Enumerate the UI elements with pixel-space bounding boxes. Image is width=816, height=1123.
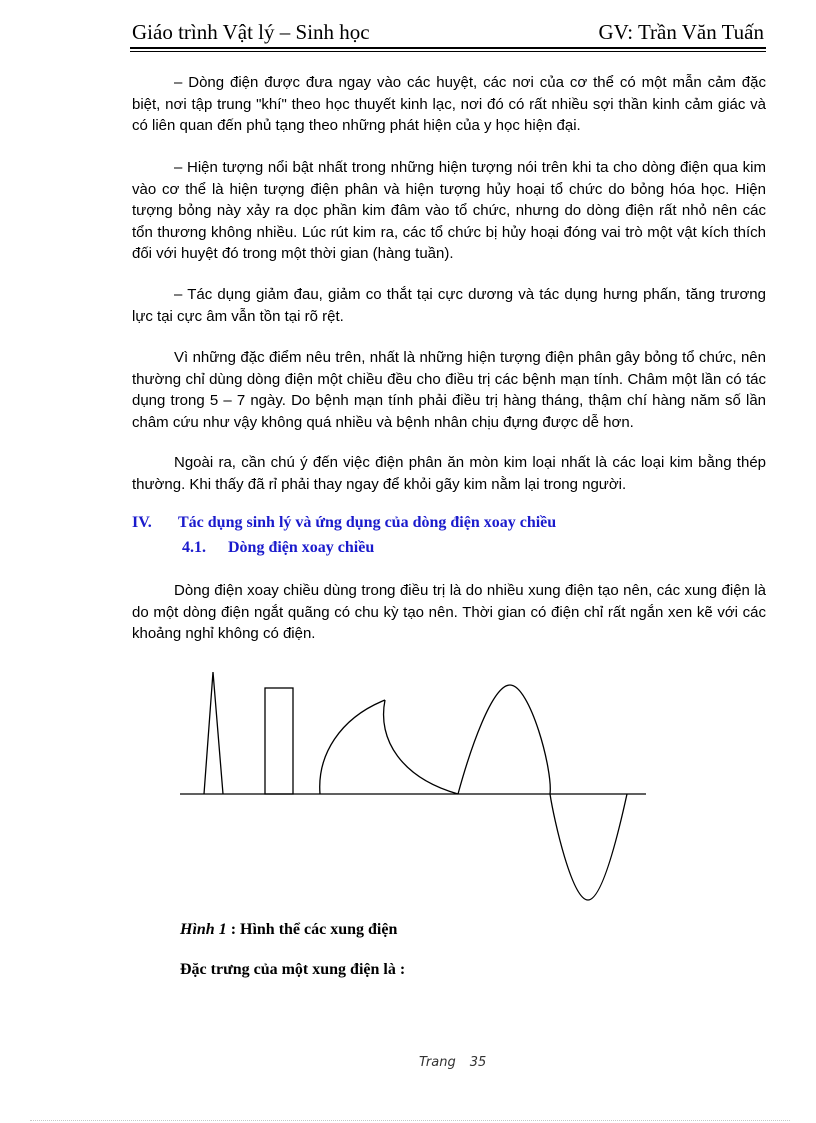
paragraph-after-heading: Dòng điện xoay chiều dùng trong điều trị là do nhiều xung điện tạo nên, các xung điện là do một dòng điện ngắt quãng có chu kỳ tạo nên. Thời gian có điện chỉ rất ngắn xen kẽ với các khoảng nghỉ không có điện. <box>132 582 766 642</box>
exponential-decay-pulse <box>384 700 458 794</box>
subsection-number: 4.1. <box>182 539 206 556</box>
subsection-title: Dòng điện xoay chiều <box>228 539 375 556</box>
header-rule-thick <box>130 47 766 49</box>
triangle-pulse <box>204 672 223 794</box>
section-title: Tác dụng sinh lý và ứng dụng của dòng điện xoay chiều <box>178 514 557 531</box>
figure-caption <box>180 921 397 939</box>
paragraph-4: Vì những đặc điểm nêu trên, nhất là những hiện tượng điện phân gây bỏng tổ chức, nên thường chỉ dùng dòng điện một chiều đều cho điều trị các bệnh mạn tính. Châm một lần có tác dụng trong 5 – 7 ngày. Do bệnh mạn tính phải điều trị hàng tháng, thậm chí hàng năm số lần châm cứu như vậy không quá nhiều và bệnh nhân chịu đựng được dễ hơn. <box>132 349 766 431</box>
page-footer <box>419 1055 500 1070</box>
exponential-rise-pulse <box>320 700 385 794</box>
page-bottom-divider <box>30 1120 790 1121</box>
paragraph-2: – Hiện tượng nổi bật nhất trong những hiện tượng nói trên khi ta cho dòng điện qua kim vào cơ thể là hiện tượng điện phân và hiện tượng hủy hoại tổ chức do bỏng hóa học. Hiện tượng bỏng này xảy ra dọc phần kim đâm vào tổ chức, nhưng do dòng điện rất nhỏ nên các tổn thương không nhiều. Lúc rút kim ra, các tổ chức bị hủy hoại đóng vai trò một vật kích thích đối với huyệt đó trong một thời gian (hàng tuần). <box>132 159 766 262</box>
footer-page-number: 35 <box>469 1055 487 1070</box>
pulse-shapes-figure <box>170 660 660 910</box>
header-left-title: Giáo trình Vật lý – Sinh học <box>132 20 370 44</box>
figure-caption-text: : Hình thể các xung điện <box>230 921 398 938</box>
header-right-author: GV: Trần Văn Tuấn <box>598 20 764 44</box>
header-rule-thin <box>130 51 766 52</box>
section-number: IV. <box>132 514 152 531</box>
closing-line: Đặc trưng của một xung điện là : <box>180 961 406 978</box>
paragraph-1: – Dòng điện được đưa ngay vào các huyệt, các nơi của cơ thể có một mẫn cảm đặc biệt, nơi tập trung "khí" theo học thuyết kinh lạc, nơi đó có rất nhiều sợi thần kinh cảm giác và có liên quan đến phủ tạng theo những phát hiện của y học hiện đại. <box>132 74 766 134</box>
paragraph-3: – Tác dụng giảm đau, giảm co thắt tại cực dương và tác dụng hưng phấn, tăng trương lực tại cực âm vẫn tồn tại rõ rệt. <box>132 286 766 325</box>
footer-label: Trang <box>419 1055 456 1070</box>
figure-caption-label: Hình 1 <box>180 921 227 938</box>
paragraph-5: Ngoài ra, cần chú ý đến việc điện phân ăn mòn kim loại nhất là các loại kim bằng thép thường. Khi thấy đã rỉ phải thay ngay để khỏi gãy kim nằm lại trong người. <box>132 454 766 493</box>
rectangular-pulse <box>265 688 293 794</box>
sine-pulse <box>458 685 627 900</box>
